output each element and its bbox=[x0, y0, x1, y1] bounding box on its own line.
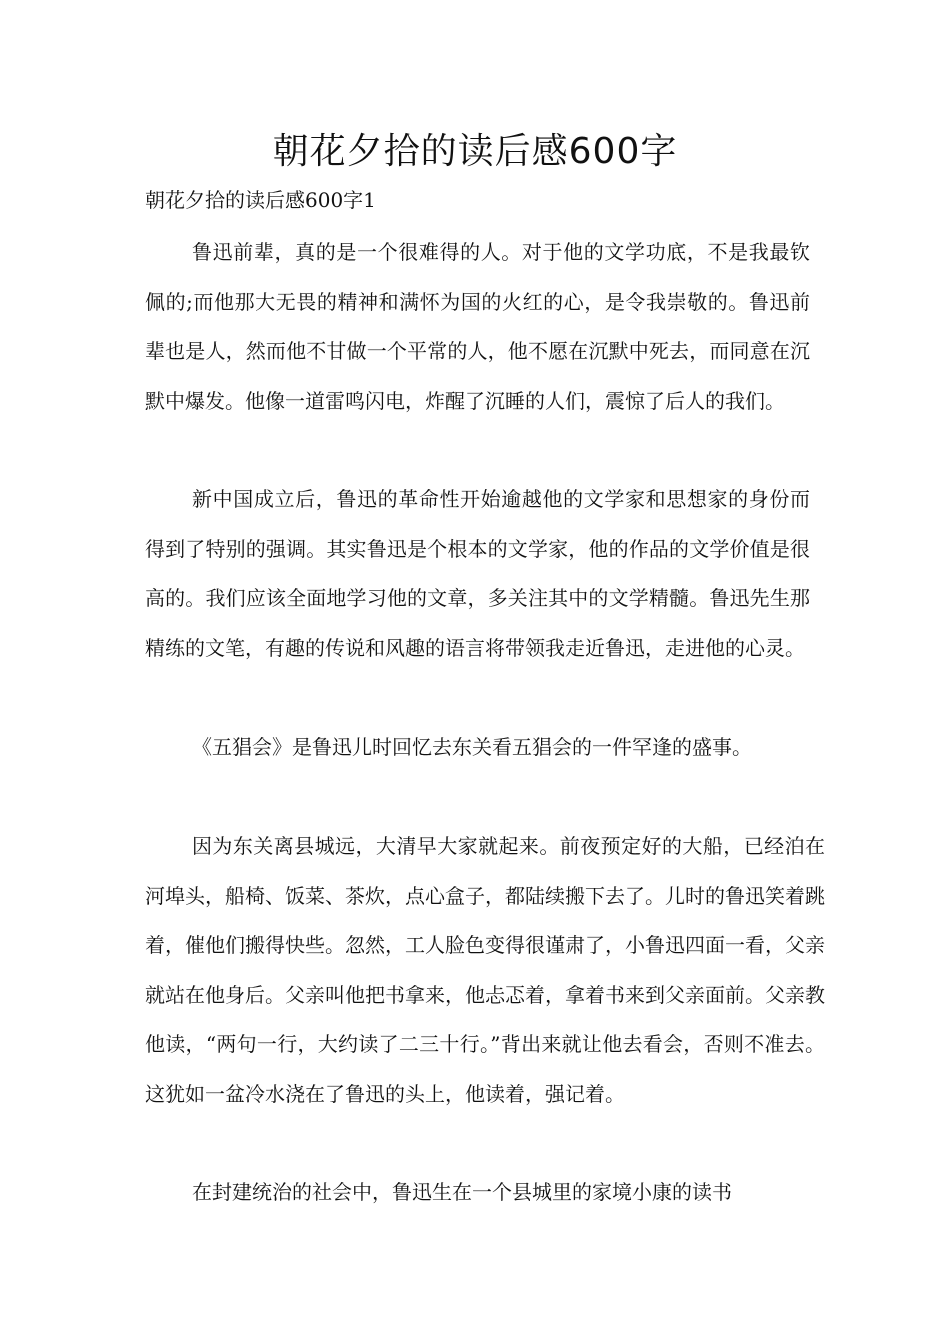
paragraph: 在封建统治的社会中，鲁迅生在一个县城里的家境小康的读书 bbox=[192, 1180, 732, 1204]
paragraph: 《五猖会》是鲁迅儿时回忆去东关看五猖会的一件罕逢的盛事。 bbox=[192, 735, 752, 759]
section-heading: 朝花夕拾的读后感600字1 bbox=[145, 188, 376, 212]
document-title: 朝花夕拾的读后感600字 bbox=[272, 131, 678, 172]
paragraph: 鲁迅前辈，真的是一个很难得的人。对于他的文学功底，不是我最钦佩的;而他那大无畏的精神和满怀为国的火红的心，是令我崇敬的。鲁迅前辈也是人，然而他不甘做一个平常的人，他不愿在沉默中死去，而同意在沉默中爆发。他像一道雷鸣闪电，炸醒了沉睡的人们，震惊了后人的我们。 bbox=[145, 240, 810, 413]
paragraph: 因为东关离县城远，大清早大家就起来。前夜预定好的大船，已经泊在河埠头，船椅、饭菜、茶炊，点心盒子，都陆续搬下去了。儿时的鲁迅笑着跳着，催他们搬得快些。忽然，工人脸色变得很谨肃了，小鲁迅四面一看，父亲就站在他身后。父亲叫他把书拿来，他忐忑着，拿着书来到父亲面前。父亲教他读，“两句一行，大约读了二三十行。”背出来就让他去看会，否则不准去。这犹如一盆冷水浇在了鲁迅的头上，他读着，强记着。 bbox=[145, 834, 825, 1106]
paragraph: 新中国成立后，鲁迅的革命性开始逾越他的文学家和思想家的身份而得到了特别的强调。其实鲁迅是个根本的文学家，他的作品的文学价值是很高的。我们应该全面地学习他的文章，多关注其中的文学精髓。鲁迅先生那精练的文笔，有趣的传说和风趣的语言将带领我走近鲁迅，走进他的心灵。 bbox=[145, 487, 810, 660]
